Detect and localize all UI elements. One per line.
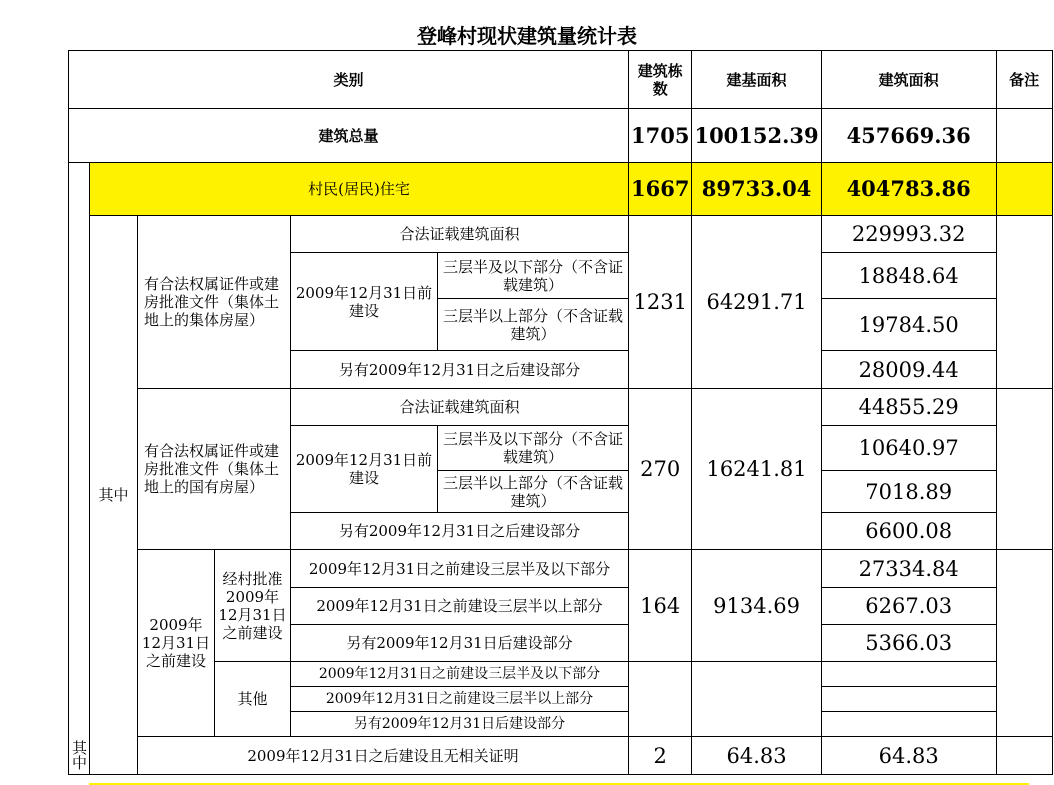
group4-count: 2 bbox=[629, 737, 692, 775]
header-floor-area: 建筑面积 bbox=[821, 51, 996, 109]
statistics-table bbox=[68, 50, 1053, 775]
villager-label: 村民(居民)住宅 bbox=[90, 163, 629, 216]
group2-before2009: 2009年12月31日前建设 bbox=[291, 426, 438, 513]
outer-qizhong: 其中 bbox=[69, 163, 90, 775]
header-remark: 备注 bbox=[996, 51, 1052, 109]
group3-other-row-above: 2009年12月31日之前建设三层半以上部分 bbox=[291, 687, 629, 712]
group3-row-above: 2009年12月31日之前建设三层半以上部分 bbox=[291, 588, 629, 625]
group2-area-above35: 7018.89 bbox=[821, 471, 996, 513]
group1-base-area: 64291.71 bbox=[692, 216, 821, 389]
group2-above35: 三层半以上部分（不含证载建筑） bbox=[438, 471, 629, 513]
group4-floor-area: 64.83 bbox=[821, 737, 996, 775]
group3-other-count bbox=[629, 662, 692, 737]
villager-floor-area: 404783.86 bbox=[821, 163, 996, 216]
group4-base-area: 64.83 bbox=[692, 737, 821, 775]
group3-count: 164 bbox=[629, 550, 692, 662]
group3-approved-label: 经村批准2009年12月31日之前建设 bbox=[215, 550, 291, 662]
total-base-area: 100152.39 bbox=[692, 109, 821, 163]
group2-after2009: 另有2009年12月31日之后建设部分 bbox=[291, 513, 629, 550]
group3-label: 2009年12月31日之前建设 bbox=[138, 550, 215, 737]
group1-area-after2009: 28009.44 bbox=[821, 351, 996, 389]
group1-legal: 合法证载建筑面积 bbox=[291, 216, 629, 253]
group3-base-area: 9134.69 bbox=[692, 550, 821, 662]
group2-count: 270 bbox=[629, 389, 692, 550]
group2-area-after2009: 6600.08 bbox=[821, 513, 996, 550]
group1-below35: 三层半及以下部分（不含证载建筑） bbox=[438, 253, 629, 299]
group2-legal: 合法证载建筑面积 bbox=[291, 389, 629, 426]
group2-area-below35: 10640.97 bbox=[821, 426, 996, 471]
group3-other-label: 其他 bbox=[215, 662, 291, 737]
group1-before2009: 2009年12月31日前建设 bbox=[291, 253, 438, 351]
group1-label: 有合法权属证件或建房批准文件（集体土地上的集体房屋） bbox=[138, 216, 291, 389]
group3-row-below: 2009年12月31日之前建设三层半及以下部分 bbox=[291, 550, 629, 588]
group3-other-area-after bbox=[821, 712, 996, 737]
table-title: 登峰村现状建筑量统计表 bbox=[417, 24, 637, 48]
group3-area-below: 27334.84 bbox=[821, 550, 996, 588]
total-remark bbox=[996, 109, 1052, 163]
header-building-count: 建筑栋数 bbox=[629, 51, 692, 109]
total-label: 建筑总量 bbox=[69, 109, 629, 163]
group4-remark bbox=[996, 737, 1052, 775]
total-floor-area: 457669.36 bbox=[821, 109, 996, 163]
group2-label: 有合法权属证件或建房批准文件（集体土地上的国有房屋） bbox=[138, 389, 291, 550]
group2-area-legal: 44855.29 bbox=[821, 389, 996, 426]
group3-remark bbox=[996, 550, 1052, 737]
group1-area-below35: 18848.64 bbox=[821, 253, 996, 299]
group4-label: 2009年12月31日之后建设且无相关证明 bbox=[138, 737, 629, 775]
group3-area-after: 5366.03 bbox=[821, 625, 996, 662]
group2-below35: 三层半及以下部分（不含证载建筑） bbox=[438, 426, 629, 471]
group1-after2009: 另有2009年12月31日之后建设部分 bbox=[291, 351, 629, 389]
group3-other-base-area bbox=[692, 662, 821, 737]
group2-base-area: 16241.81 bbox=[692, 389, 821, 550]
group1-remark bbox=[996, 216, 1052, 389]
group1-area-above35: 19784.50 bbox=[821, 299, 996, 351]
group3-other-area-below bbox=[821, 662, 996, 687]
group3-other-row-after: 另有2009年12月31日后建设部分 bbox=[291, 712, 629, 737]
villager-remark bbox=[996, 163, 1052, 216]
group3-row-after: 另有2009年12月31日后建设部分 bbox=[291, 625, 629, 662]
villager-count: 1667 bbox=[629, 163, 692, 216]
group3-other-row-below: 2009年12月31日之前建设三层半及以下部分 bbox=[291, 662, 629, 687]
header-category: 类别 bbox=[69, 51, 629, 109]
inner-qizhong: 其中 bbox=[90, 216, 138, 775]
group1-count: 1231 bbox=[629, 216, 692, 389]
total-count: 1705 bbox=[629, 109, 692, 163]
group3-area-above: 6267.03 bbox=[821, 588, 996, 625]
group1-area-legal: 229993.32 bbox=[821, 216, 996, 253]
villager-base-area: 89733.04 bbox=[692, 163, 821, 216]
group1-above35: 三层半以上部分（不含证载建筑） bbox=[438, 299, 629, 351]
header-base-area: 建基面积 bbox=[692, 51, 821, 109]
group3-other-area-above bbox=[821, 687, 996, 712]
group2-remark bbox=[996, 389, 1052, 550]
